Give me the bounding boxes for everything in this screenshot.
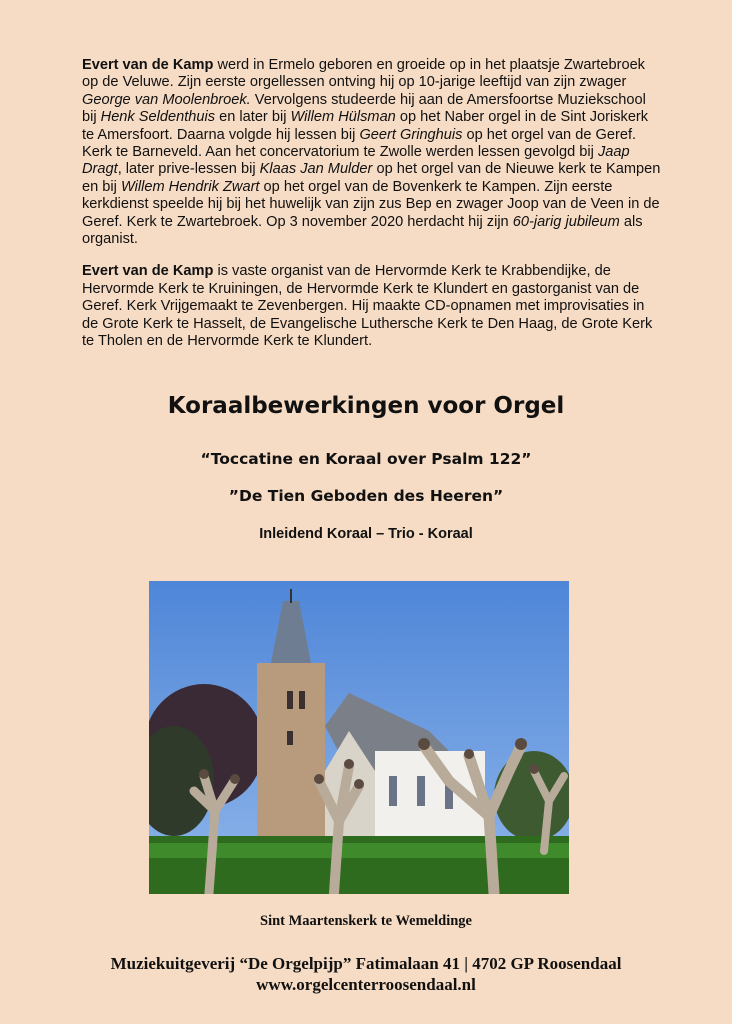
- biography-text: [82, 57, 662, 366]
- bio-text: , later prive-lessen bij: [117, 161, 260, 178]
- bio-text: Vervolgens studeerde hij aan de Amersfoortse Muziekschool bij: [82, 91, 646, 126]
- bio-name: Evert van de Kamp: [82, 263, 214, 280]
- bio-emphasis: 60-jarig jubileum: [512, 213, 620, 230]
- bio-text: op het orgel van de Nieuwe kerk te Kampen en bij: [82, 161, 661, 195]
- photo-caption: Sint Maartenskerk te Wemeldinge: [260, 913, 472, 929]
- biography-paragraph-2: [82, 263, 662, 350]
- subtitle-structure: Inleidend Koraal – Trio - Koraal: [259, 526, 473, 542]
- publisher-website: www.orgelcenterroosendaal.nl: [256, 975, 476, 994]
- bio-text: is vaste organist van de Hervormde Kerk te Krabbendijke, de Hervormde Kerk te Kruiningen, de Hervormde Kerk te Klundert en gastorganist van de Geref. Kerk Vrijgemaakt te Zevenbergen. Hij maakte CD-opnamen met improvisaties in de Grote Kerk te Hasselt, de Evangelische Luthersche Kerk te Den Haag, de Grote Kerk te Tholen en de Hervormde Kerk te Klundert.: [82, 263, 653, 350]
- bio-emphasis: Henk Seldenthuis: [100, 109, 216, 126]
- bio-text: werd in Ermelo geboren en groeide op in het plaatsje Zwartebroek op de Veluwe. Zijn eerste orgellessen ontving hij op 10-jarige leeftijd van zijn zwager: [82, 57, 645, 91]
- bio-text: op het orgel van de Geref. Kerk te Barneveld. Aan het concervatorium te Zwolle werden lessen gevolgd bij: [82, 126, 637, 161]
- biography-paragraph-1: [82, 57, 662, 248]
- bio-text: als organist.: [82, 213, 643, 248]
- bio-name: Evert van de Kamp: [82, 57, 214, 73]
- bio-emphasis: Willem Hendrik Zwart: [120, 178, 260, 195]
- publisher-address: Muziekuitgeverij “De Orgelpijp” Fatimalaan 41 | 4702 GP Roosendaal: [110, 954, 622, 973]
- subtitle-tien-geboden: ”De Tien Geboden des Heeren”: [228, 487, 504, 505]
- subtitle-toccatine: “Toccatine en Koraal over Psalm 122”: [200, 450, 532, 468]
- church-photo: [149, 581, 569, 894]
- bio-emphasis: George van Moolenbroek.: [82, 91, 251, 108]
- bio-emphasis: Willem Hülsman: [290, 109, 396, 126]
- bio-text: en later bij: [215, 109, 291, 126]
- bio-emphasis: Klaas Jan Mulder: [259, 161, 373, 178]
- bio-text: op het Naber orgel in de Sint Joriskerk te Amersfoort. Daarna volgde hij lessen bij: [82, 109, 649, 143]
- publisher-info: [0, 953, 732, 995]
- bio-emphasis: Geert Gringhuis: [359, 126, 463, 143]
- bio-emphasis: Jaap Dragt: [82, 144, 630, 178]
- bio-text: op het orgel van de Bovenkerk te Kampen. Zijn eerste kerkdienst speelde hij bij het huwelijk van zijn zus Bep en zwager Joop van de Veen in de Geref. Kerk te Zwartebroek. Op 3 november 2020 herdacht hij zijn: [82, 178, 660, 230]
- page-title: Koraalbewerkingen voor Orgel: [167, 393, 565, 419]
